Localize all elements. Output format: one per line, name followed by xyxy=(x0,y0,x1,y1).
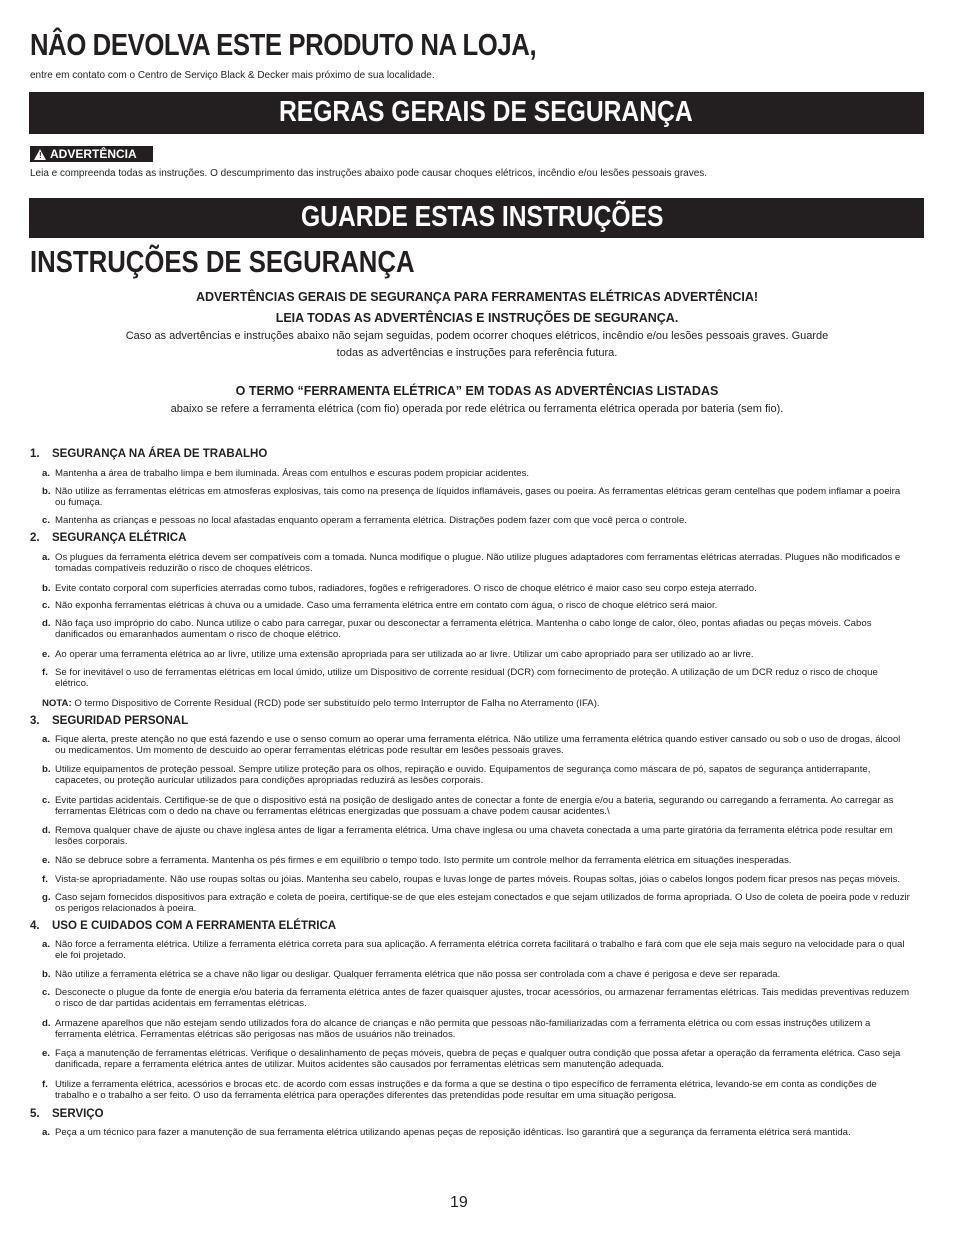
list-item: b. Utilize equipamentos de proteção pessoal. Sempre utilize proteção para os olhos, repiração e ouvido. Equipamentos de segurança como máscara de pó, sapatos de segurança antiderrapante, capacetes, ou proteção auricular utilizados para condições apropriadas reduzirá as lesões corporais. xyxy=(42,764,871,786)
list-item: c. Evite partidas acidentais. Certifique-se de que o dispositivo está na posição de desligado antes de conectar a fonte de energia e/ou a bateria, segurando ou carregando a ferramenta. Ao carregar as ferramentas Elétricas com o dedo na chave ou ferramentas elétricas energizadas que possuam a chave podem causar acidentes.\ xyxy=(42,795,894,817)
list-item: g. Caso sejam fornecidos dispositivos para extração e coleta de poeira, certifique-se de que eles estejam conectados e que sejam utilizados de forma apropriada. O Uso de coleta de poeira pode v reduzir os perigos relacionados à poeira. xyxy=(42,892,910,914)
save-instructions-bar xyxy=(29,198,924,238)
list-item: f. Se for inevitável o uso de ferramentas elétricas em local úmido, utilize um Dispositivo de corrente residual (DCR) com fornecimento de proteção. A utilização de um DCR reduz o risco de choque elétrico. xyxy=(42,667,878,689)
section-heading: 2. SEGURANÇA ELÉTRICA xyxy=(30,532,187,544)
list-item: e. Não se debruce sobre a ferramenta. Mantenha os pés firmes e em equilíbrio o tempo todo. Isto permite um controle melhor da ferramenta elétrica em situações inesperadas. xyxy=(42,855,792,866)
save-instructions-title: GUARDE ESTAS INSTRUÇÕES xyxy=(301,201,664,233)
note: NOTA: O termo Dispositivo de Corrente Residual (RCD) pode ser substituído pelo termo Interruptor de Falha no Aterramento (IFA). xyxy=(42,698,600,709)
list-item: f. Utilize a ferramenta elétrica, acessórios e brocas etc. de acordo com essas instruções e da forma a que se destina o tipo específico de ferramenta elétrica, levando-se em conta as condições de trabalho e o trabalho a ser feito. O uso da ferramenta elétrica para operações diferentes das pretendidas pode resultar em uma situação perigosa. xyxy=(42,1079,877,1101)
list-item: e. Ao operar uma ferramenta elétrica ao ar livre, utilize uma extensão apropriada para ser utilizada ao ar livre. Utilizar um cabo apropriado para ser utilizado ao ar livre. xyxy=(42,649,754,660)
list-item: b. Não utilize a ferramenta elétrica se a chave não ligar ou desligar. Qualquer ferramenta elétrica que não possa ser controlada com a chave é perigosa e deve ser reparada. xyxy=(42,969,781,980)
list-item: d. Não faça uso impróprio do cabo. Nunca utilize o cabo para carregar, puxar ou desconectar a ferramenta elétrica. Mantenha o cabo longe de calor, óleo, pontas afiadas ou peças móveis. Cabos danificados ou emaranhados aumentam o risco de choque elétrico. xyxy=(42,618,872,640)
general-warnings-text-2: todas as advertências e instruções para referência futura. xyxy=(336,347,618,359)
list-item: e. Faça a manutenção de ferramentas elétricas. Verifique o desalinhamento de peças móveis, quebra de peças e qualquer outra condição que possa afetar a operação da ferramenta elétrica. Caso seja danificada, repare a ferramenta elétrica antes de utilizar. Muitos acidentes são causados por ferramentas elétricas sem manutenção adequada. xyxy=(42,1048,901,1070)
warning-text: Leia e compreenda todas as instruções. O descumprimento das instruções abaixo pode causar choques elétricos, incêndio e/ou lesões pessoais graves. xyxy=(30,168,708,179)
list-item: c. Mantenha as crianças e pessoas no local afastadas enquanto operam a ferramenta elétrica. Distrações podem fazer com que você perca o controle. xyxy=(42,515,687,526)
section-heading: 1. SEGURANÇA NA ÁREA DE TRABALHO xyxy=(30,448,268,460)
section-heading: 3. SEGURIDAD PERSONAL xyxy=(30,715,189,727)
section-heading: 5. SERVIÇO xyxy=(30,1108,104,1120)
return-heading: NÂO DEVOLVA ESTE PRODUTO NA LOJA, xyxy=(30,27,537,62)
general-rules-bar xyxy=(29,92,924,134)
list-item: a. Os plugues da ferramenta elétrica devem ser compatíveis com a tomada. Nunca modifique o plugue. Não utilize plugues adaptadores com ferramentas elétricas aterradas. Plugues não modificados e tomadas compatíveis reduzirão o risco de choques elétricos. xyxy=(42,552,901,574)
list-item: a. Peça a um técnico para fazer a manutenção de sua ferramenta elétrica utilizando apenas peças de reposição idênticas. Iso garantirá que a segurança da ferramenta elétrica será mantida. xyxy=(42,1127,851,1138)
list-item: b. Não utilize as ferramentas elétricas em atmosferas explosivas, tais como na presença de líquidos inflamáveis, gases ou poeira. As ferramentas elétricas geram centelhas que podem inflamar a poeira ou fumaça. xyxy=(42,486,901,508)
warning-badge: ! ADVERTÊNCIA xyxy=(30,146,153,162)
list-item: a. Não force a ferramenta elétrica. Utilize a ferramenta elétrica correta para sua aplicação. A ferramenta elétrica correta facilitará o trabalho e fará com que ele seja mais seguro na velocidade para o qual ele foi projetado. xyxy=(42,939,905,961)
list-item: a. Fique alerta, preste atenção no que está fazendo e use o senso comum ao operar uma ferramenta elétrica. Não utilize uma ferramenta elétrica quando estiver cansado ou sob o uso de drogas, álcool ou medicamentos. Um momento de descuido ao operar ferramentas elétricas pode resultar em lesões pessoais graves. xyxy=(42,734,901,756)
list-item: d. Armazene aparelhos que não estejam sendo utilizados fora do alcance de crianças e não permita que pessoas não-familiarizadas com a ferramenta elétrica ou com essas instruções utilizem a ferramenta elétrica. Ferramentas elétricas são perigosas nas mãos de usuários não treinados. xyxy=(42,1018,871,1040)
warning-triangle-icon: ! xyxy=(34,149,46,160)
page-number: 19 xyxy=(450,1194,468,1211)
section-heading: 4. USO E CUIDADOS COM A FERRAMENTA ELÉTRICA xyxy=(30,920,337,932)
list-item: b. Evite contato corporal com superfícies aterradas como tubos, radiadores, fogões e refrigeradores. O risco de choque elétrico é maior caso seu corpo esteja aterrado. xyxy=(42,583,757,594)
list-item: c. Não exponha ferramentas elétricas à chuva ou a umidade. Caso uma ferramenta elétrica entre em contato com água, o risco de choque elétrico será maior. xyxy=(42,600,718,611)
list-item: f. Vista-se apropriadamente. Não use roupas soltas ou jóias. Mantenha seu cabelo, roupas e luvas longe de partes móveis. Roupas soltas, jóias o cabelos longos podem ficar presos nas peças móveis. xyxy=(42,874,901,885)
term-text: abaixo se refere a ferramenta elétrica (com fio) operada por rede elétrica ou ferramenta elétrica operada por bateria (sem fio). xyxy=(170,403,784,415)
term-title: O TERMO “FERRAMENTA ELÉTRICA” EM TODAS AS ADVERTÊNCIAS LISTADAS xyxy=(235,384,719,398)
general-warnings-text-1: Caso as advertências e instruções abaixo não sejam seguidas, podem ocorrer choques elétricos, incêndio e/ou lesões pessoais graves. Guarde xyxy=(125,330,829,342)
safety-instructions-heading: INSTRUÇÕES DE SEGURANÇA xyxy=(30,244,415,279)
list-item: d. Remova qualquer chave de ajuste ou chave inglesa antes de ligar a ferramenta elétrica. Uma chave inglesa ou uma chaveta conectada a uma parte giratória da ferramenta elétrica pode resultar em lesões corporais. xyxy=(42,825,893,847)
list-item: a. Mantenha a área de trabalho limpa e bem iluminada. Áreas com entulhos e escuras podem propiciar acidentes. xyxy=(42,468,530,479)
list-item: c. Desconecte o plugue da fonte de energia e/ou bateria da ferramenta elétrica antes de fazer quaisquer ajustes, trocar acessórios, ou armazenar ferramentas elétricas. Tais medidas preventivas reduzem o risco de dar partidas acidentais em ferramentas elétricas. xyxy=(42,987,910,1009)
general-rules-title: REGRAS GERAIS DE SEGURANÇA xyxy=(279,96,693,128)
return-subtitle: entre em contato com o Centro de Serviço Black & Decker mais próximo de sua localidade. xyxy=(30,70,435,81)
general-warnings-title: ADVERTÊNCIAS GERAIS DE SEGURANÇA PARA FERRAMENTAS ELÉTRICAS ADVERTÊNCIA! xyxy=(195,290,759,304)
read-all-warnings: LEIA TODAS AS ADVERTÊNCIAS E INSTRUÇÕES DE SEGURANÇA. xyxy=(275,311,679,325)
